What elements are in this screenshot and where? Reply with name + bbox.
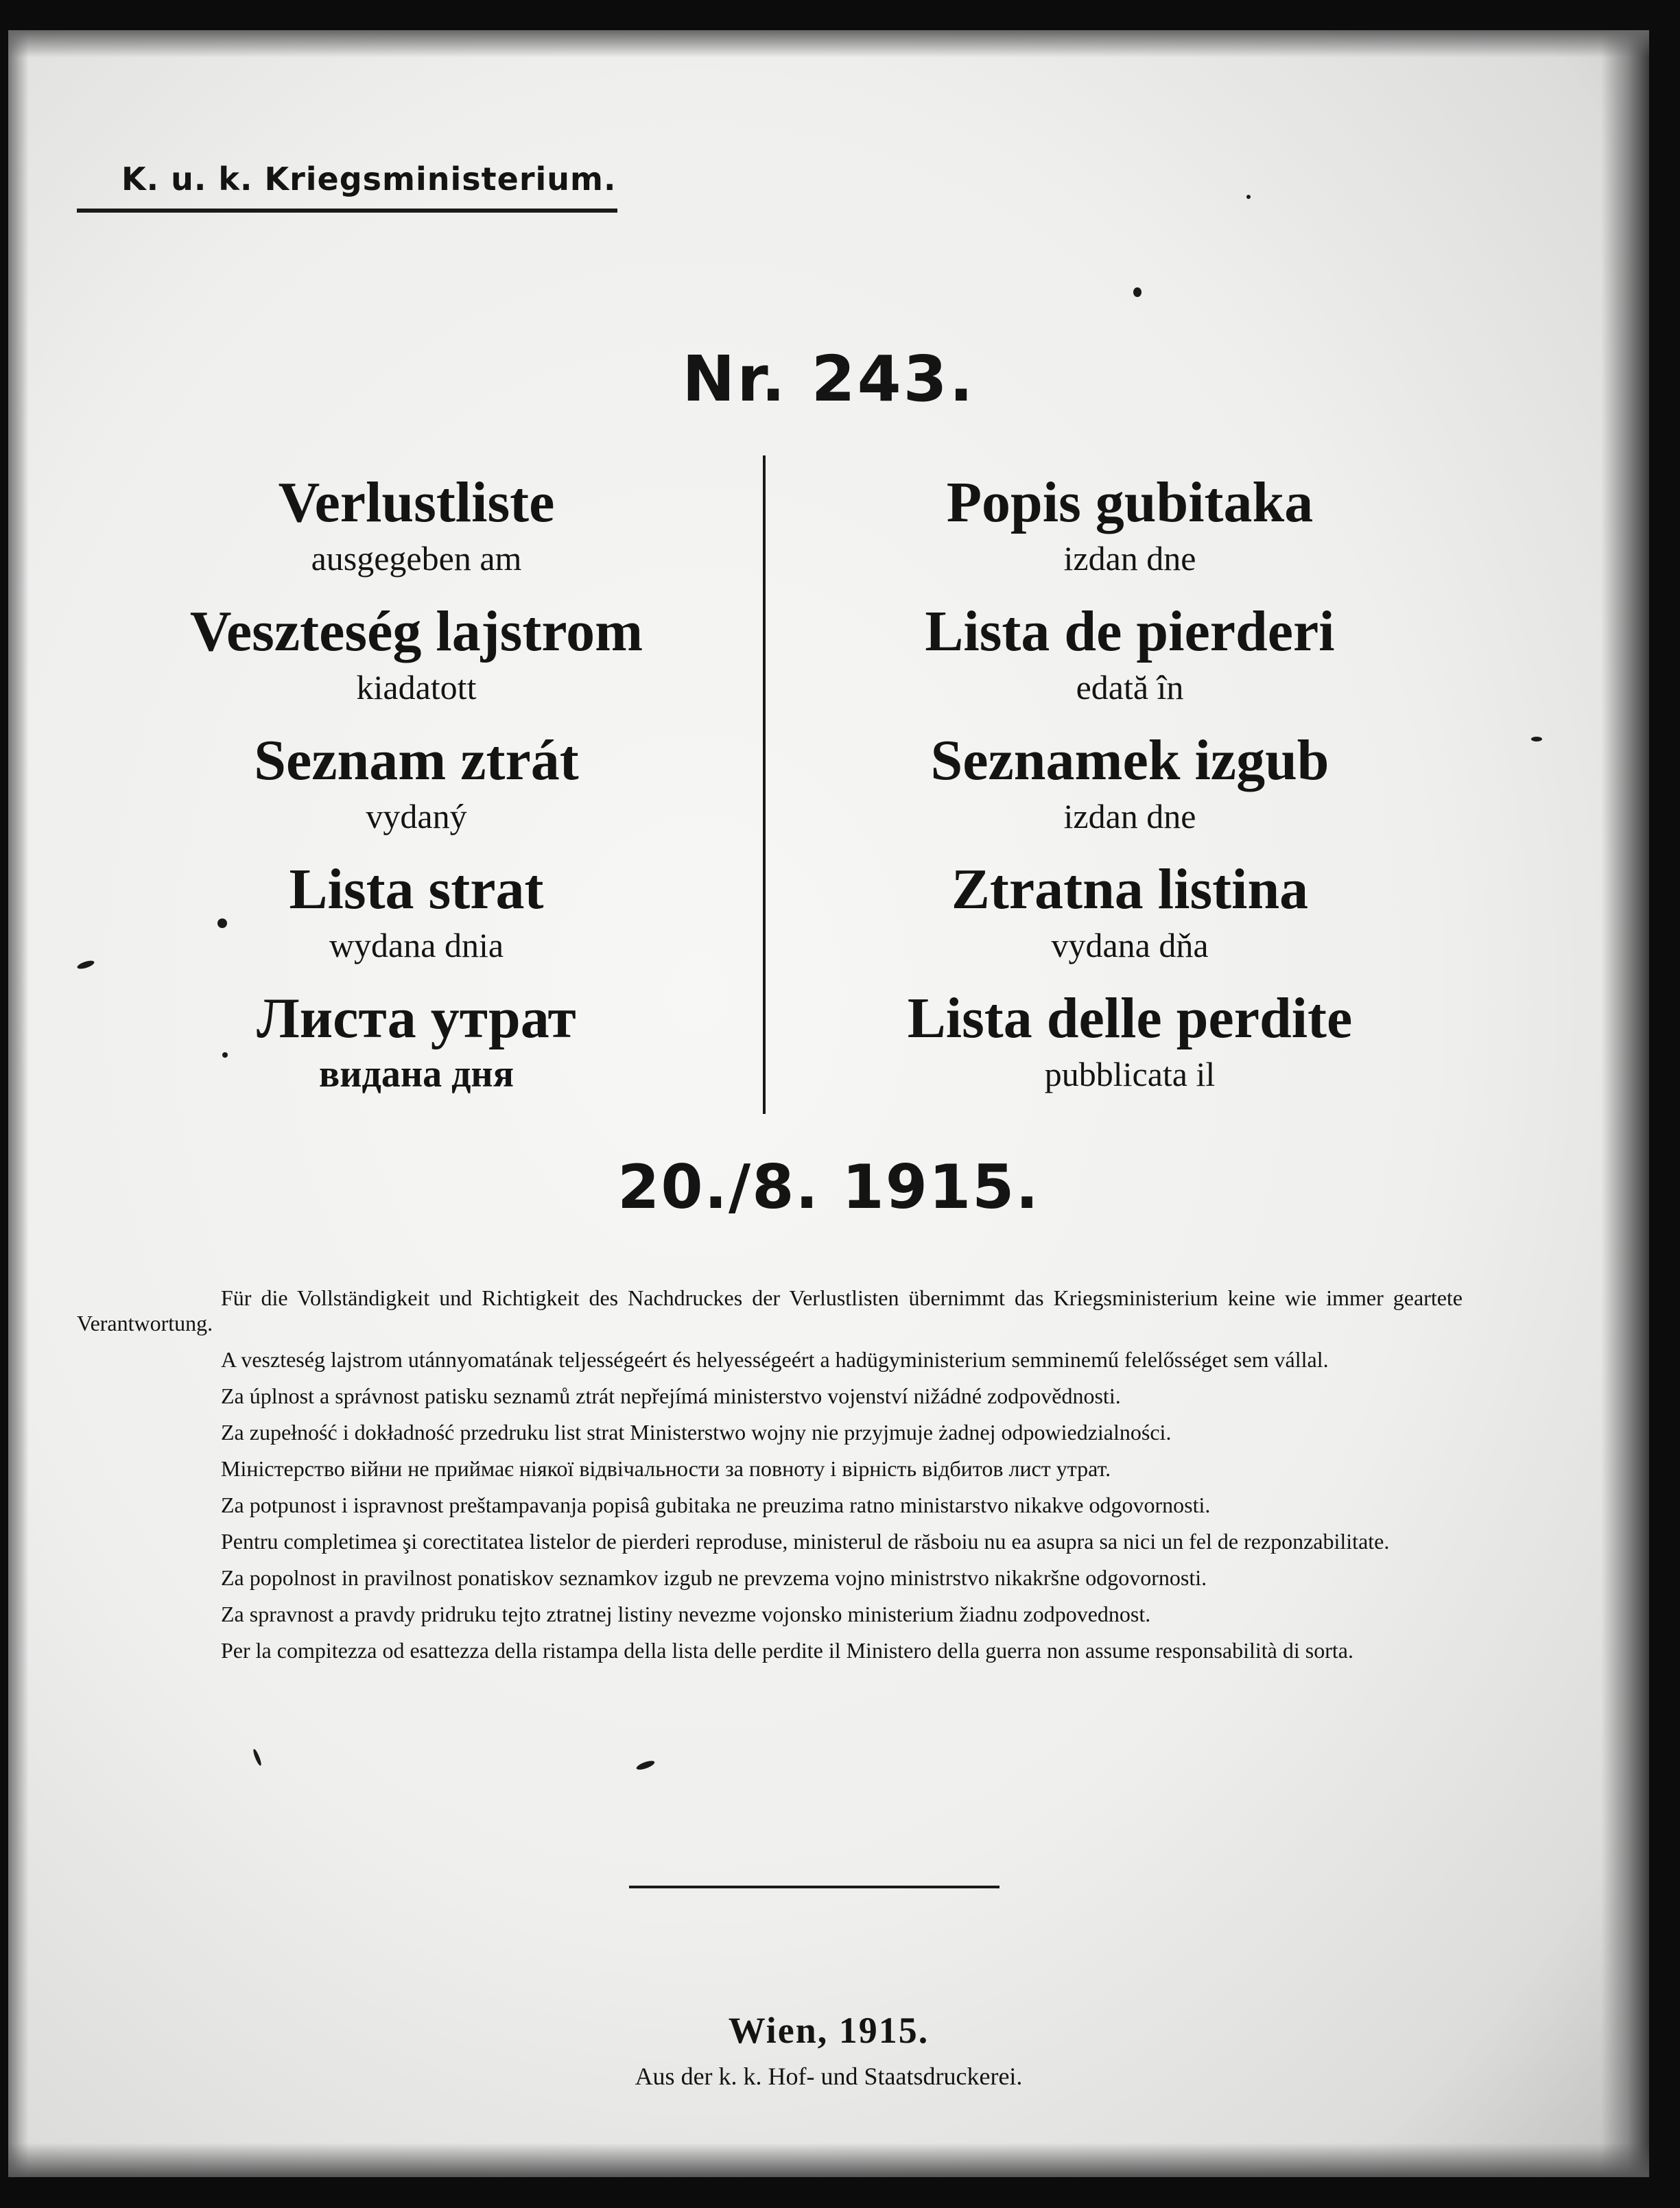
disclaimer-romanian: Pentru completimea şi corectitatea listelor de pierderi reproduse, ministerul de răsboiu nu ea asupra sa nici un fel de rezponzabilitate. bbox=[221, 1529, 1390, 1554]
disclaimer-block bbox=[77, 1285, 1463, 1674]
ink-speck bbox=[222, 1052, 228, 1058]
ink-speck bbox=[217, 918, 227, 928]
subtitle-romanian: edată în bbox=[1076, 668, 1184, 707]
subtitle-german: ausgegeben am bbox=[311, 539, 522, 578]
left-language-column bbox=[87, 469, 746, 1114]
subtitle-croatian: izdan dne bbox=[1063, 539, 1196, 578]
disclaimer-german: Für die Vollständigkeit und Richtigkeit des Nachdruckes der Verlustlisten übernimmt das Kriegsministerium keine wie immer geartete Verantwortung. bbox=[77, 1285, 1463, 1336]
subtitle-czech: vydaný bbox=[366, 797, 467, 835]
title-polish: Lista strat bbox=[289, 857, 544, 921]
ink-speck bbox=[1133, 287, 1141, 297]
page-edge-top bbox=[8, 30, 1649, 58]
ink-speck bbox=[1531, 737, 1542, 741]
subtitle-ukrainian: видана дня bbox=[319, 1053, 514, 1095]
title-ukrainian: Листа утрат bbox=[257, 986, 576, 1050]
place-and-year: Wien, 1915. bbox=[728, 2010, 930, 2051]
column-divider bbox=[763, 455, 766, 1114]
disclaimer-slovak: Za spravnost a pravdy pridruku tejto ztratnej listiny nevezme vojonsko ministerium žiadnu zodpovednost. bbox=[221, 1602, 1151, 1626]
title-slovenian: Seznamek izgub bbox=[930, 728, 1329, 792]
subtitle-slovenian: izdan dne bbox=[1063, 797, 1196, 835]
subtitle-hungarian: kiadatott bbox=[356, 668, 477, 707]
ministry-heading: K. u. k. Kriegsministerium. bbox=[121, 161, 617, 198]
footer-rule bbox=[629, 1886, 999, 1888]
ink-speck bbox=[1246, 195, 1251, 199]
subtitle-polish: wydana dnia bbox=[329, 926, 504, 964]
right-language-column bbox=[801, 469, 1459, 1114]
ink-speck bbox=[635, 1759, 655, 1771]
title-hungarian: Veszteség lajstrom bbox=[189, 600, 643, 663]
disclaimer-czech: Za úplnost a správnost patisku seznamů ztrát nepřejímá ministerstvo vojenství nižádné zodpovědnosti. bbox=[221, 1384, 1121, 1408]
disclaimer-hungarian: A veszteség lajstrom utánnyomatának teljességeért és helyességeért a hadügyministerium semminemű felelősséget sem vállal. bbox=[221, 1347, 1329, 1372]
title-croatian: Popis gubitaka bbox=[946, 471, 1314, 534]
title-italian: Lista delle perdite bbox=[907, 986, 1353, 1050]
disclaimer-italian: Per la compitezza od esattezza della ristampa della lista delle perdite il Ministero della guerra non assume responsabilità di sorta. bbox=[221, 1638, 1353, 1663]
disclaimer-ukrainian: Міністерство війни не приймає ніякої відвічальности за повноту і вірність відбитов лист утрат. bbox=[221, 1456, 1111, 1481]
ink-speck bbox=[252, 1748, 262, 1766]
title-romanian: Lista de pierderi bbox=[925, 600, 1335, 663]
issue-date: 20./8. 1915. bbox=[617, 1152, 1040, 1222]
ministry-underline bbox=[77, 209, 617, 213]
disclaimer-slovenian: Za popolnost in pravilnost ponatiskov seznamkov izgub ne prevzema vojno ministrstvo nikakršne odgovornosti. bbox=[221, 1565, 1207, 1590]
title-slovak: Ztratna listina bbox=[951, 857, 1309, 921]
subtitle-italian: pubblicata il bbox=[1044, 1055, 1216, 1093]
title-czech: Seznam ztrát bbox=[254, 728, 579, 792]
subtitle-slovak: vydana dňa bbox=[1051, 926, 1209, 964]
printer-imprint: Aus der k. k. Hof- und Staatsdruckerei. bbox=[635, 2063, 1023, 2090]
list-number: Nr. 243. bbox=[682, 342, 975, 416]
title-german: Verlustliste bbox=[278, 471, 555, 534]
page-edge-bottom bbox=[8, 2143, 1649, 2177]
disclaimer-croatian: Za potpunost i ispravnost preštampavanja popisâ gubitaka ne preuzima ratno ministarstvo nikakve odgovornosti. bbox=[221, 1493, 1211, 1517]
disclaimer-polish: Za zupełność i dokładność przedruku list strat Ministerstwo wojny nie przyjmuje żadnej odpowiedzialności. bbox=[221, 1420, 1172, 1445]
document-page bbox=[8, 30, 1649, 2177]
